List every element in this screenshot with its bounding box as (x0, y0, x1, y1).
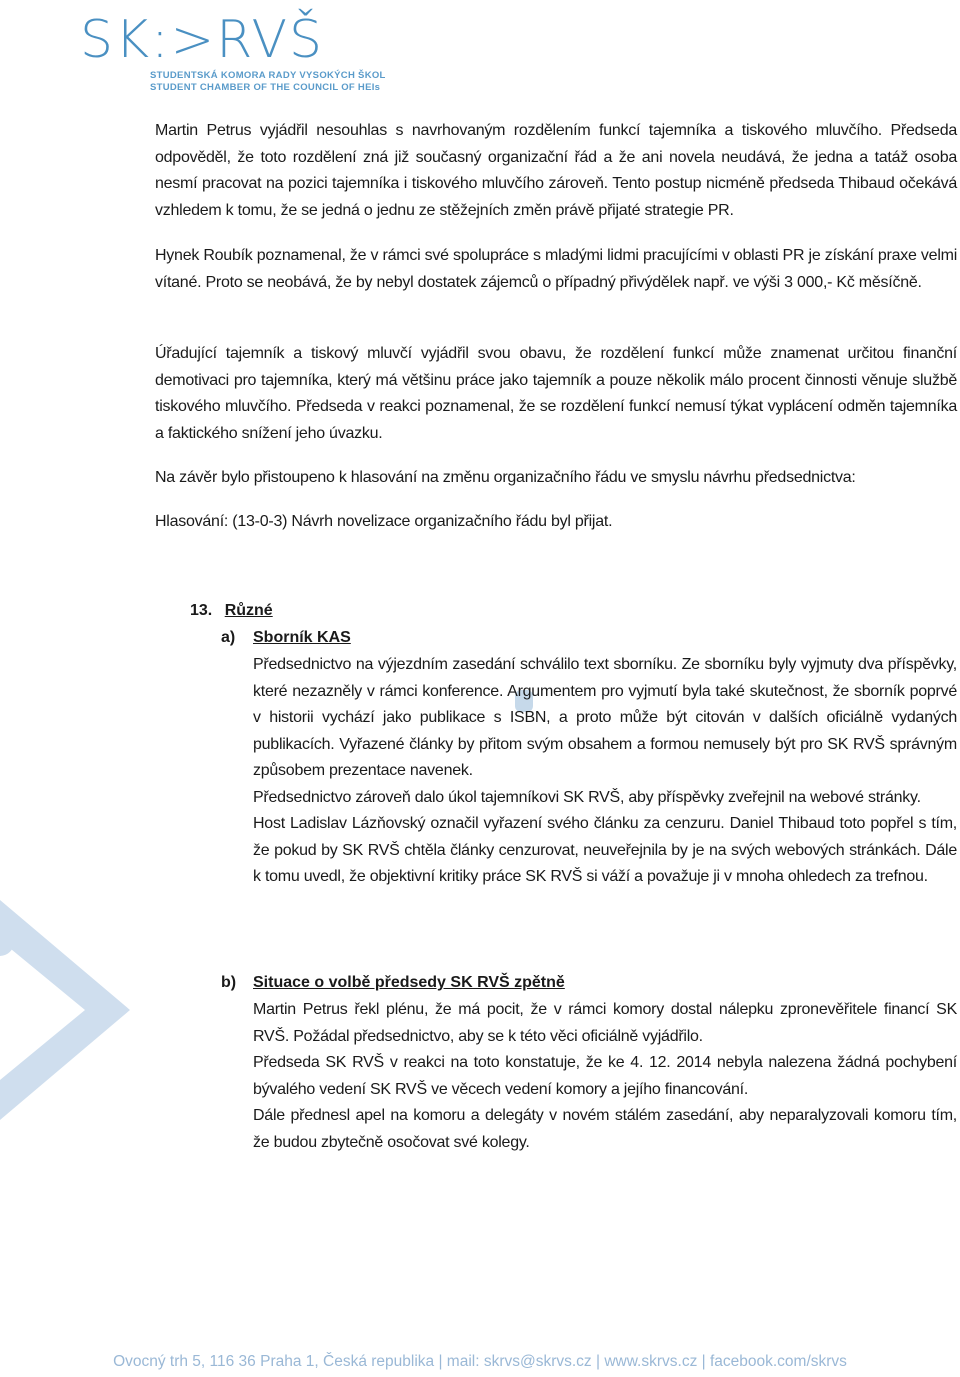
subsection-paragraph: Předsednictvo na výjezdním zasedání schválilo text sborníku. Ze sborníku byly vyjmuty dva příspěvky, které nezazněly v rámci konference. Argumentem pro vyjmutí byla také skutečnost, že sborník poprvé v historii vychází jako publikace s ISBN, a proto může být citován v dalších oficiálně vydaných publikacích. Vyřazené články by přitom svým obsahem a formou nemusely být pro SK RVŠ správným způsobem prezentace navenek. (253, 656, 957, 779)
subsection-body-b (253, 997, 957, 1156)
paragraph-vote-result: Hlasování: (13-0-3) Návrh novelizace organizačního řádu byl přijat. (155, 513, 613, 530)
subsection-paragraph: Host Ladislav Lázňovský označil vyřazení svého článku za cenzuru. Daniel Thibaud toto popřel s tím, že pokud by SK RVŠ chtěla články cenzurovat, neuveřejnila by je na svých webových stránkách. Dále k tomu uvedl, že objektivní kritiky práce SK RVŠ si váží a považuje ji v mnoha ohledech za trefnou. (253, 815, 957, 885)
paragraph-secretary-concern: Úřadující tajemník a tiskový mluvčí vyjádřil svou obavu, že rozdělení funkcí může znamenat určitou finanční demotivaci pro tajemníka, který má většinu práce jako tajemník a pouze několik málo procent činnosti věnuje službě tiskového mluvčího. Předseda v reakci poznamenal, že se rozdělení funkcí nemusí týkat vyplácení odměn tajemníka a faktického snížení jeho úvazku. (155, 345, 957, 442)
subsection-paragraph: Předsednictvo zároveň dalo úkol tajemníkovi SK RVŠ, aby příspěvky zveřejnil na webové stránky. (253, 788, 921, 806)
subsection-heading-a (221, 625, 351, 651)
subsection-paragraph: Předseda SK RVŠ v reakci na toto konstatuje, že ke 4. 12. 2014 nebyla nalezena žádná pochybení bývalého vedení SK RVŠ ve věcech vedení komory a jejího financování. (253, 1054, 957, 1098)
subsection-heading-b (221, 970, 565, 996)
section-heading (190, 598, 273, 624)
subsection-letter: a) (221, 629, 236, 646)
section-title: Různé (224, 602, 273, 619)
subsection-title: Situace o volbě předsedy SK RVŠ zpětně (253, 974, 565, 991)
logo-subtitle-line1: STUDENTSKÁ KOMORA RADY VYSOKÝCH ŠKOL (150, 70, 386, 81)
paragraph-vote-intro: Na závěr bylo přistoupeno k hlasování na změnu organizačního řádu ve smyslu návrhu předsednictva: (155, 469, 856, 486)
subsection-paragraph: Dále přednesl apel na komoru a delegáty v novém stálém zasedání, aby neparalyzovali komoru tím, že budou zbytečně osočovat své kolegy. (253, 1107, 957, 1151)
logo (80, 10, 386, 93)
logo-subtitle (150, 70, 386, 94)
subsection-title: Sborník KAS (253, 629, 351, 646)
logo-wordmark: SK:>RVŠ (80, 10, 325, 70)
paragraph-petrus-objection: Martin Petrus vyjádřil nesouhlas s navrhovaným rozdělením funkcí tajemníka a tiskového mluvčího. Předseda odpověděl, že toto rozdělení zná již současný organizační řád a že ani novela neudává, že jedna a tatáž osoba nesmí pracovat na pozici tajemníka i tiskového mluvčího zároveň. Tento postup nicméně předseda Thibaud očekává vzhledem k tomu, že se jedná o jednu ze stěžejních změn právě přijaté strategie PR. (155, 122, 957, 219)
paragraph-roubik-note: Hynek Roubík poznamenal, že v rámci své spolupráce s mladými lidmi pracujícími v oblasti PR je získání praxe velmi vítané. Proto se neobává, že by nebyl dostatek zájemců o případný přivýdělek např. ve výši 3 000,- Kč měsíčně. (155, 247, 957, 291)
section-number: 13. (190, 602, 213, 619)
subsection-paragraph: Martin Petrus řekl plénu, že má pocit, že v rámci komory dostal nálepku zpronevěřitele financí SK RVŠ. Požádal předsednictvo, aby se k této věci oficiálně vyjádřilo. (253, 1001, 957, 1045)
subsection-body-a (253, 652, 957, 891)
logo-subtitle-line2: STUDENT CHAMBER OF THE COUNCIL OF HEIs (150, 82, 381, 93)
footer-contact: Ovocný trh 5, 116 36 Praha 1, Česká republika | mail: skrvs@skrvs.cz | www.skrvs.cz | facebook.com/skrvs (113, 1353, 847, 1370)
watermark-chevron-icon (0, 900, 150, 1130)
subsection-letter: b) (221, 974, 237, 991)
